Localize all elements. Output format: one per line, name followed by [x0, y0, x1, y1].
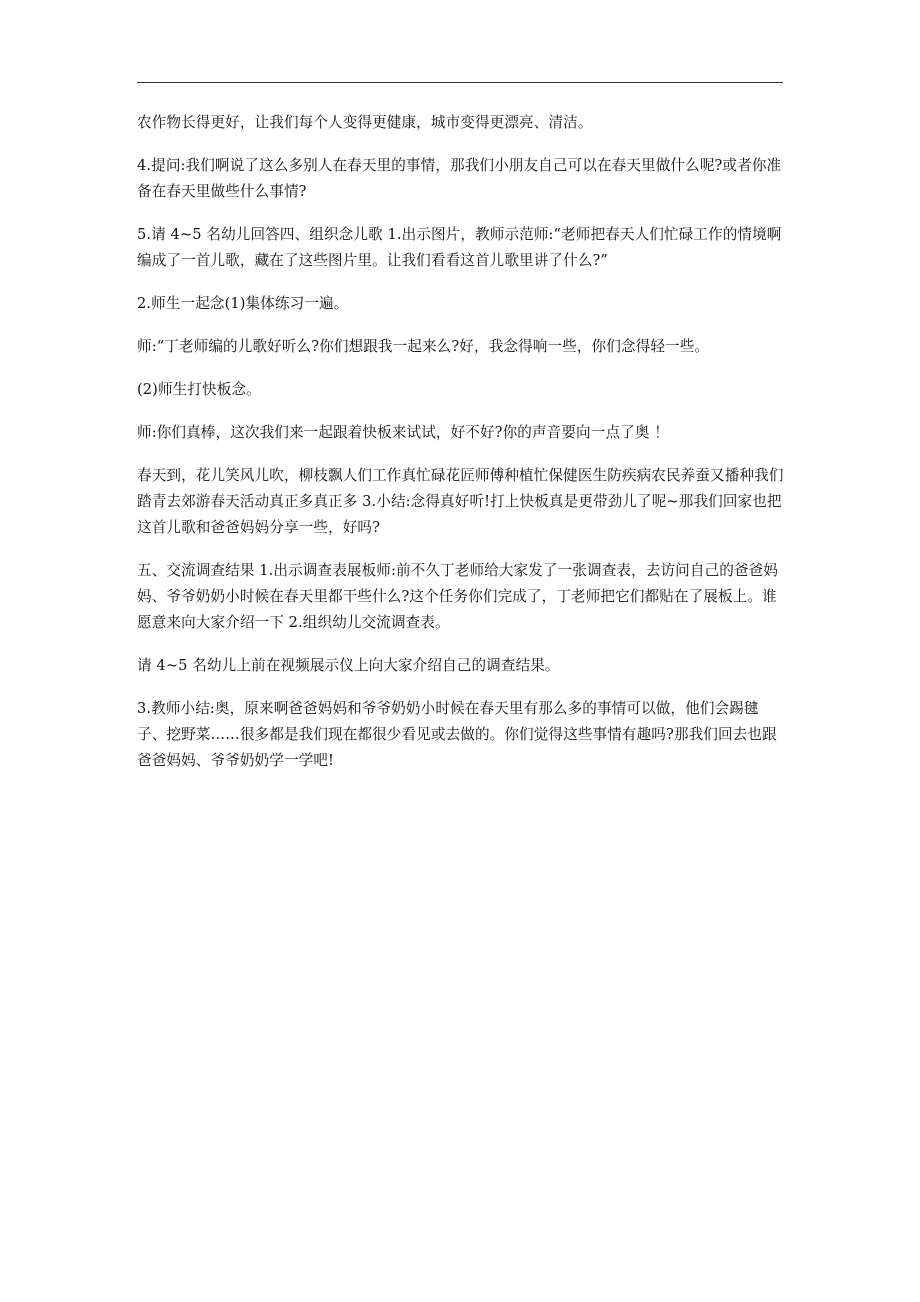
paragraph-2: 4.提问:我们啊说了这么多别人在春天里的事情，那我们小朋友自己可以在春天里做什么呢?或者你准备在春天里做些什么事情?: [137, 157, 782, 200]
paragraph-5: 师:“丁老师编的儿歌好听么?你们想跟我一起来么?好，我念得响一些，你们念得轻一些。: [137, 338, 710, 355]
document-body: [137, 110, 787, 791]
paragraph-3: 5.请 4~5 名幼儿回答四、组织念儿歌 1.出示图片，教师示范师:“老师把春天人们忙碌工作的情境啊编成了一首儿歌，藏在了这些图片里。让我们看看这首儿歌里讲了什么?”: [137, 226, 782, 269]
paragraph-7: 师:你们真棒，这次我们来一起跟着快板来试试，好不好?你的声音要向一点了奥 ！: [137, 424, 669, 441]
paragraph-6: (2)师生打快板念。: [137, 381, 261, 398]
paragraph-1: 农作物长得更好，让我们每个人变得更健康，城市变得更漂亮、清洁。: [137, 114, 593, 131]
paragraph-4: 2.师生一起念(1)集体练习一遍。: [137, 295, 349, 312]
paragraph-10: 请 4~5 名幼儿上前在视频展示仪上向大家介绍自己的调查结果。: [137, 657, 560, 674]
paragraph-11: 3.教师小结:奥，原来啊爸爸妈妈和爷爷奶奶小时候在春天里有那么多的事情可以做，他们会踢毽子、挖野菜……很多都是我们现在都很少看见或去做的。你们觉得这些事情有趣吗?那我们回去也跟爸爸妈妈、爷爷奶奶学一学吧!: [137, 700, 777, 769]
header-rule: [137, 82, 783, 83]
paragraph-8: 春天到，花儿笑风儿吹，柳枝飘人们工作真忙碌花匠师傅种植忙保健医生防疾病农民养蚕又播种我们踏青去郊游春天活动真正多真正多 3.小结:念得真好听!打上快板真是更带劲儿了呢~那我们回家也把这首儿歌和爸爸妈妈分享一些，好吗?: [137, 467, 784, 536]
paragraph-9: 五、交流调查结果 1.出示调查表展板师:前不久丁老师给大家发了一张调查表，去访问自己的爸爸妈妈、爷爷奶奶小时候在春天里都干些什么?这个任务你们完成了，丁老师把它们都贴在了展板上。谁愿意来向大家介绍一下 2.组织幼儿交流调查表。: [137, 562, 779, 631]
